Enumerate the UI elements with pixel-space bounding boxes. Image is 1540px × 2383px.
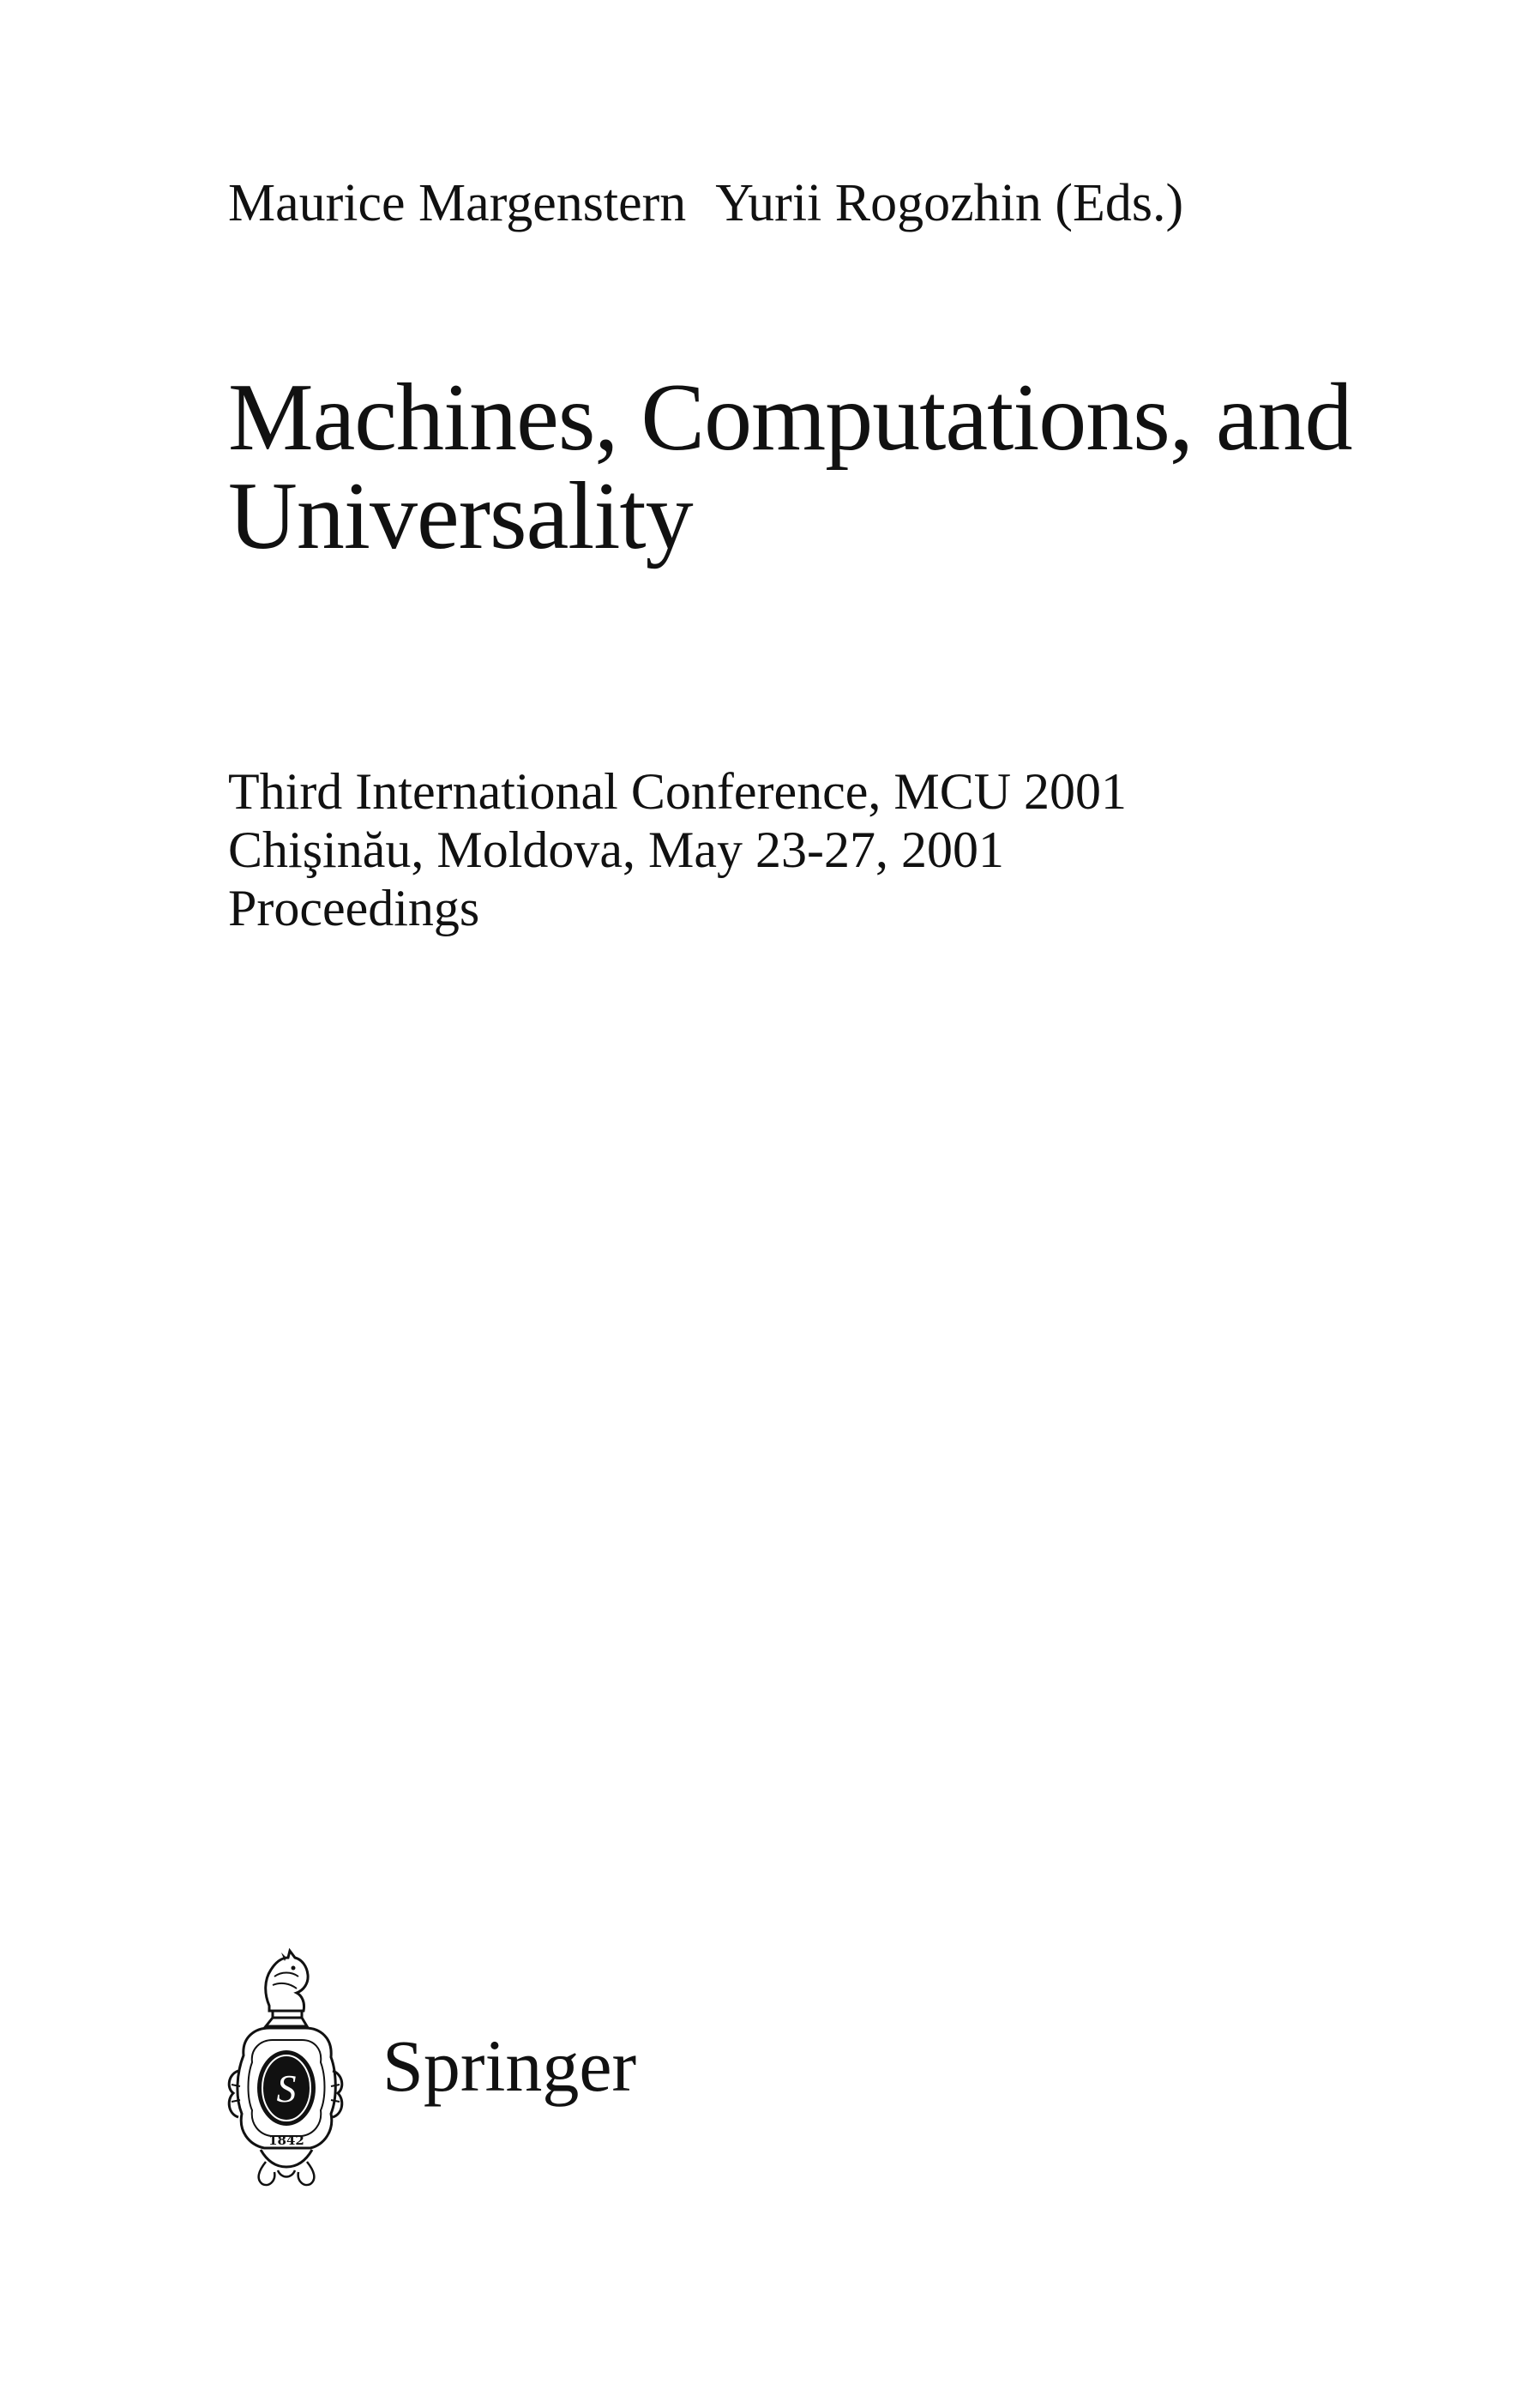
conference-location-date: Chişinău, Moldova, May 23-27, 2001	[228, 821, 1004, 878]
book-title-line: Machines, Computations, and	[228, 364, 1352, 471]
proceedings-label: Proceedings	[228, 879, 480, 936]
conference-details	[228, 763, 1127, 937]
springer-knight-logo-icon	[221, 1942, 350, 2191]
logo-year: 1842	[268, 2133, 304, 2148]
editor-name: Maurice Margenstern	[228, 174, 687, 232]
editors-line	[228, 174, 1184, 232]
book-title-line: Universality	[228, 463, 693, 570]
publisher-name: Springer	[382, 2025, 637, 2107]
book-title	[228, 364, 1352, 570]
editor-name: Yurii Rogozhin (Eds.)	[715, 174, 1184, 232]
conference-name: Third International Conference, MCU 2001	[228, 763, 1128, 820]
logo-letter: S	[276, 2067, 297, 2110]
